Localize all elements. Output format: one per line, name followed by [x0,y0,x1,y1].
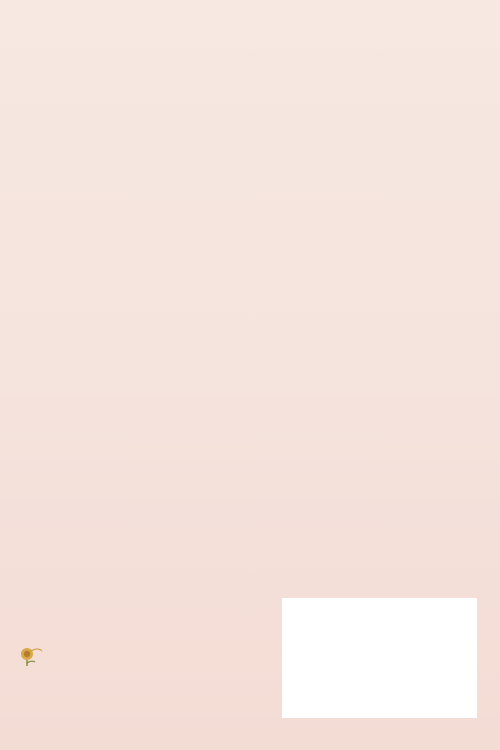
barcode [292,638,467,696]
floral-top-border [0,0,500,95]
isbn-barcode-box [282,598,477,718]
rose-logo-icon [18,645,44,667]
blurb [37,178,465,195]
publisher-logo [18,645,48,667]
